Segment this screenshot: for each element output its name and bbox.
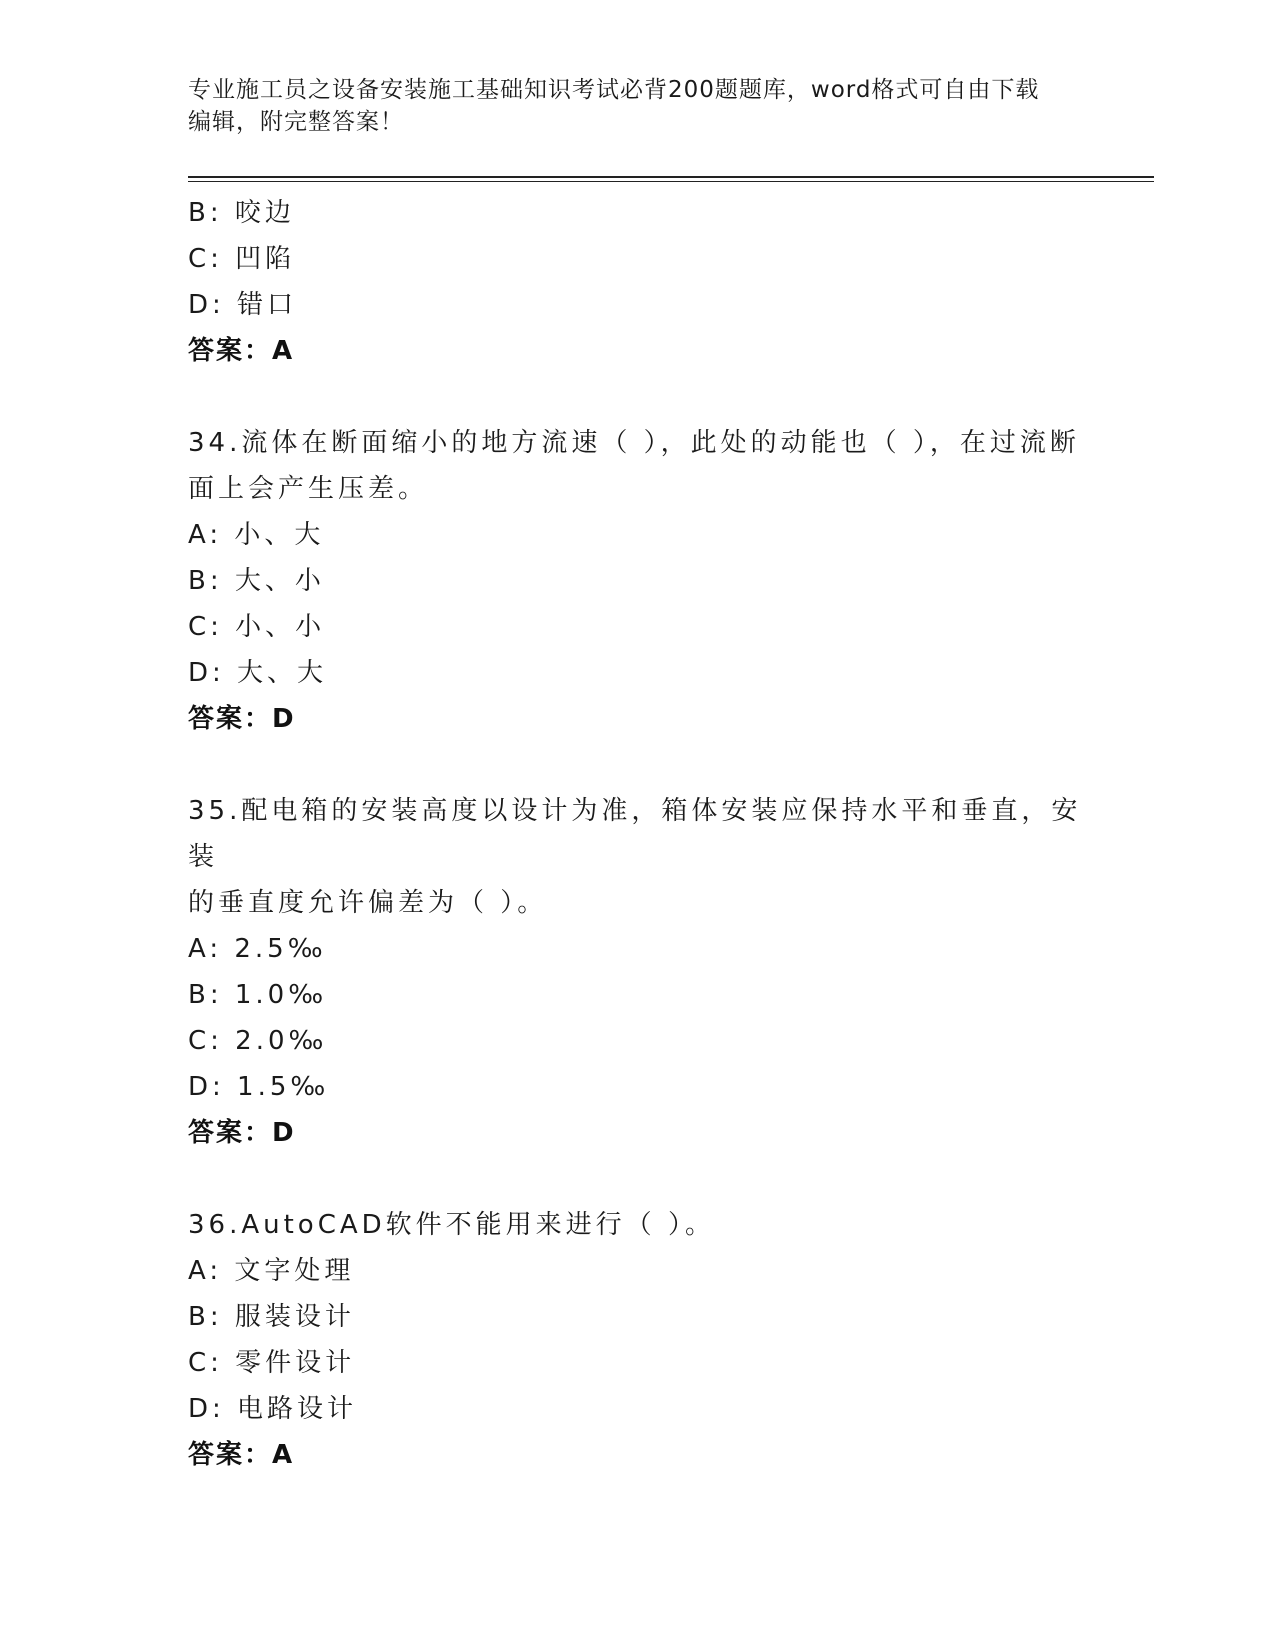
document-header [188, 74, 1088, 138]
question-block-36 [188, 1202, 1088, 1478]
option-d: D: 1.5‰ [188, 1072, 330, 1102]
option-c: C: 凹陷 [188, 244, 296, 274]
header-divider-thin [188, 181, 1154, 182]
option-b: B: 1.0‰ [188, 980, 328, 1010]
option-d: D: 错口 [188, 290, 298, 320]
question-text-line-1: 35.配电箱的安装高度以设计为准，箱体安装应保持水平和垂直，安装 [188, 796, 1082, 872]
option-a: A: 小、大 [188, 520, 325, 550]
option-d: D: 电路设计 [188, 1394, 358, 1424]
option-b: B: 服装设计 [188, 1302, 355, 1332]
question-block-35 [188, 788, 1088, 1156]
option-c: C: 零件设计 [188, 1348, 356, 1378]
question-text-line-1: 34.流体在断面缩小的地方流速（ ），此处的动能也（ ），在过流断 [188, 428, 1080, 458]
header-title-line-2: 编辑，附完整答案！ [188, 109, 404, 135]
spacer [188, 742, 1088, 788]
option-d: D: 大、大 [188, 658, 328, 688]
header-divider-thick [188, 176, 1154, 178]
answer-label: 答案：D [188, 1118, 296, 1148]
header-title-line-1: 专业施工员之设备安装施工基础知识考试必背200题题库，word格式可自由下载 [188, 77, 1040, 103]
spacer [188, 374, 1088, 420]
spacer [188, 1156, 1088, 1202]
option-b: B: 大、小 [188, 566, 325, 596]
answer-label: 答案：A [188, 1440, 295, 1470]
option-a: A: 文字处理 [188, 1256, 355, 1286]
answer-label: 答案：A [188, 336, 295, 366]
option-c: C: 2.0‰ [188, 1026, 328, 1056]
option-b: B: 咬边 [188, 198, 295, 228]
question-block-prev [188, 190, 1088, 374]
question-block-34 [188, 420, 1088, 742]
option-c: C: 小、小 [188, 612, 326, 642]
question-text-line-2: 的垂直度允许偏差为（ ）。 [188, 888, 548, 918]
question-text-line-1: 36.AutoCAD软件不能用来进行（ ）。 [188, 1210, 715, 1240]
option-a: A: 2.5‰ [188, 934, 327, 964]
document-body [188, 190, 1088, 1478]
answer-label: 答案：D [188, 704, 296, 734]
question-text-line-2: 面上会产生压差。 [188, 474, 429, 504]
